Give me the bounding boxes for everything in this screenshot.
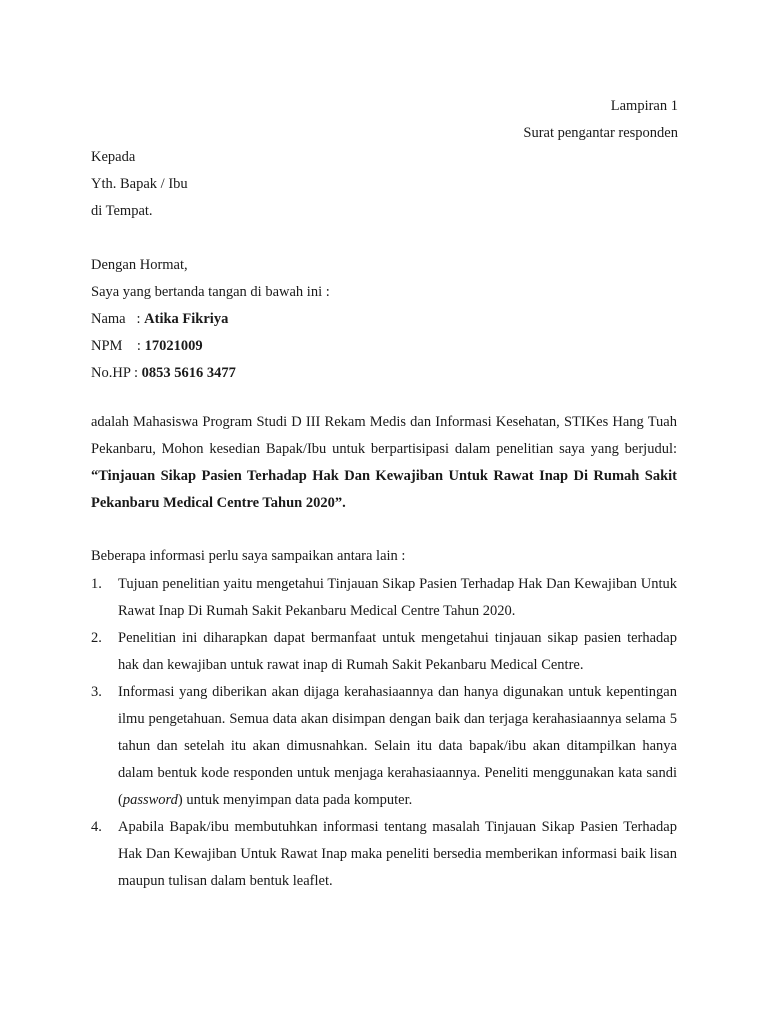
intro-block xyxy=(91,252,677,387)
list-number: 3. xyxy=(91,684,102,700)
attachment-label: Lampiran 1 xyxy=(610,98,678,114)
password-term: password xyxy=(122,792,178,808)
npm-row xyxy=(91,333,677,360)
signer-line: Saya yang bertanda tangan di bawah ini : xyxy=(91,284,330,300)
list-number: 1. xyxy=(91,576,102,592)
name-label: Nama : xyxy=(91,311,145,327)
name-row xyxy=(91,306,677,333)
list-item-text: Penelitian ini diharapkan dapat bermanfaat untuk mengetahui tinjauan sikap pasien terhadap hak dan kewajiban untuk rawat inap di Rumah Sakit Pekanbaru Medical Centre. xyxy=(118,630,677,673)
list-item xyxy=(91,679,677,814)
phone-label: No.HP : xyxy=(91,365,142,381)
letter-header xyxy=(523,93,678,147)
letter-subject: Surat pengantar responden xyxy=(523,125,678,141)
npm-label: NPM : xyxy=(91,338,145,354)
list-item xyxy=(91,625,677,679)
list-item-text-start: Informasi yang diberikan akan dijaga kerahasiaannya dan hanya digunakan untuk kepentingan ilmu pengetahuan. Semua data akan disimpan dengan baik dan terjaga kerahasiaannya selama 5 tahun dan setelah itu akan dimusnahkan. Selain itu data bapak/ibu akan ditampilkan hanya dalam bentuk kode responden untuk menjaga kerahasiaannya. Peneliti menggunakan kata sandi ( xyxy=(118,684,677,808)
address-to: Kepada xyxy=(91,149,136,165)
address-recipient: Yth. Bapak / Ibu xyxy=(91,176,188,192)
phone-row xyxy=(91,360,677,387)
address-place: di Tempat. xyxy=(91,203,153,219)
greeting: Dengan Hormat, xyxy=(91,257,188,273)
phone-value: 0853 5616 3477 xyxy=(141,365,236,381)
list-number: 4. xyxy=(91,819,102,835)
info-list xyxy=(91,571,677,895)
list-item-text xyxy=(118,679,677,814)
list-item-text-end: ) untuk menyimpan data pada komputer. xyxy=(177,792,413,808)
list-item-text: Apabila Bapak/ibu membutuhkan informasi tentang masalah Tinjauan Sikap Pasien Terhadap Hak Dan Kewajiban Untuk Rawat Inap maka peneliti bersedia memberikan informasi baik lisan maupun tulisan dalam bentuk leaflet. xyxy=(118,819,677,889)
name-value: Atika Fikriya xyxy=(144,311,229,327)
paragraph-text: adalah Mahasiswa Program Studi D III Rekam Medis dan Informasi Kesehatan, STIKes Hang Tuah Pekanbaru, Mohon kesedian Bapak/Ibu untuk berpartisipasi dalam penelitian saya yang berjudul: xyxy=(91,414,677,457)
list-item-text: Tujuan penelitian yaitu mengetahui Tinjauan Sikap Pasien Terhadap Hak Dan Kewajiban Untuk Rawat Inap Di Rumah Sakit Pekanbaru Medical Centre Tahun 2020. xyxy=(118,576,677,619)
address-block xyxy=(91,144,677,225)
research-title: “Tinjauan Sikap Pasien Terhadap Hak Dan Kewajiban Untuk Rawat Inap Di Rumah Sakit Pekanbaru Medical Centre Tahun 2020”. xyxy=(91,468,677,511)
list-number: 2. xyxy=(91,630,102,646)
body-paragraph xyxy=(91,409,677,517)
npm-value: 17021009 xyxy=(144,338,203,354)
list-item xyxy=(91,571,677,625)
info-lead: Beberapa informasi perlu saya sampaikan antara lain : xyxy=(91,548,406,564)
list-item xyxy=(91,814,677,895)
